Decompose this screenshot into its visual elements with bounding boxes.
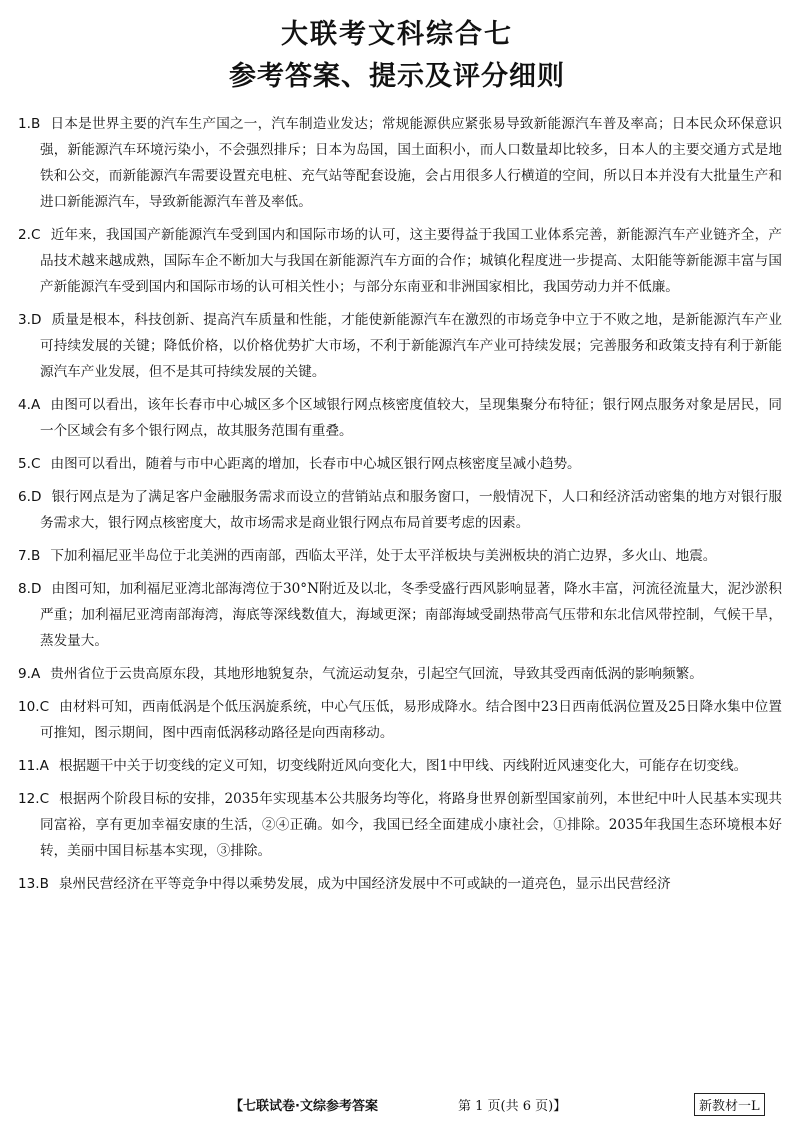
answer-letter: D <box>30 581 42 597</box>
question-number: 10. <box>18 699 40 715</box>
answer-explanation: 近年来，我国国产新能源汽车受到国内和国际市场的认可，这主要得益于我国工业体系完善，新能源汽车产业链齐全，产品技术越来越成熟，国际车企不断加大与我国在新能源汽车方面的合作；城镇化程度进一步提高、太阳能等新能源丰富与国产新能源汽车受到国内和国际市场的认可相关性小；与部分东南亚和非洲国家相比，我国劳动力并不低廉。 <box>40 227 782 295</box>
answer-explanation: 由图可知，加利福尼亚湾北部海湾位于30°N附近及以北，冬季受盛行西风影响显著，降水丰富，河流径流量大，泥沙淤积严重；加利福尼亚湾南部海湾，海底等深线数值大，海域更深；南部海域受副热带高气压带和东北信风带控制，气候干旱，蒸发量大。 <box>40 581 782 649</box>
answer-letter: B <box>39 876 49 892</box>
question-number: 11. <box>18 758 40 774</box>
answer-letter: C <box>39 791 50 807</box>
answer-letter: B <box>30 116 41 132</box>
question-number: 12. <box>18 791 40 807</box>
question-number: 2. <box>18 227 31 243</box>
question-number: 5. <box>18 456 31 472</box>
answer-explanation: 根据题干中关于切变线的定义可知，切变线附近风向变化大，图1中甲线、丙线附近风速变化大，可能存在切变线。 <box>58 758 748 774</box>
answer-explanation: 根据两个阶段目标的安排，2035年实现基本公共服务均等化，将路身世界创新型国家前列，本世纪中叶人民基本实现共同富裕，享有更加幸福安康的生活，②④正确。如今，我国已经全面建成小康社会，①排除。2035年我国生态环境根本好转，美丽中国目标基本实现，③排除。 <box>40 791 782 859</box>
answer-explanation: 银行网点是为了满足客户金融服务需求而设立的营销站点和服务窗口，一般情况下，人口和经济活动密集的地方对银行服务需求大，银行网点核密度大，故市场需求是商业银行网点布局首要考虑的因素。 <box>40 489 782 531</box>
answer-letter: A <box>30 666 41 682</box>
answer-explanation: 贵州省位于云贵高原东段，其地形地貌复杂，气流运动复杂，引起空气回流，导致其受西南低涡的影响频繁。 <box>50 666 703 682</box>
answer-item <box>18 786 782 864</box>
answer-letter: C <box>30 227 41 243</box>
page-footer <box>0 1093 794 1115</box>
question-number: 13. <box>18 876 40 892</box>
answer-list <box>18 111 782 904</box>
answer-item <box>18 543 782 569</box>
answer-explanation: 由图可以看出，该年长春市中心城区多个区域银行网点核密度值较大，呈现集聚分布特征；银行网点服务对象是居民，同一个区域会有多个银行网点，故其服务范围有重叠。 <box>40 397 782 439</box>
question-number: 1. <box>18 116 31 132</box>
answer-item <box>18 111 782 215</box>
answer-explanation: 由材料可知，西南低涡是个低压涡旋系统，中心气压低，易形成降水。结合图中23日西南低涡位置及25日降水集中位置可推知，图示期间，图中西南低涡移动路径是向西南移动。 <box>40 699 782 741</box>
answer-explanation: 质量是根本，科技创新、提高汽车质量和性能，才能使新能源汽车在激烈的市场竞争中立于不败之地，是新能源汽车产业可持续发展的关键；降低价格，以价格优势扩大市场，不利于新能源汽车产业可持续发展；完善服务和政策支持有利于新能源汽车产业发展，但不是其可持续发展的关键。 <box>40 312 782 380</box>
answer-item <box>18 484 782 536</box>
answer-letter: A <box>39 758 49 774</box>
edition-badge: 新教材一L <box>694 1093 765 1116</box>
answer-item <box>18 871 782 897</box>
answer-item <box>18 307 782 385</box>
answer-explanation: 下加利福尼亚半岛位于北美洲的西南部，西临太平洋，处于太平洋板块与美洲板块的消亡边界，多火山、地震。 <box>50 548 717 564</box>
answer-explanation: 由图可以看出，随着与市中心距离的增加，长春市中心城区银行网点核密度呈减小趋势。 <box>50 456 581 472</box>
answer-item <box>18 661 782 687</box>
answer-letter: C <box>39 699 50 715</box>
question-number: 3. <box>18 312 31 328</box>
document-subtitle: 参考答案、提示及评分细则 <box>229 61 565 92</box>
answer-item <box>18 753 782 779</box>
question-number: 7. <box>18 548 31 564</box>
answer-letter: C <box>30 456 41 472</box>
question-number: 8. <box>18 581 31 597</box>
question-number: 9. <box>18 666 31 682</box>
answer-letter: A <box>30 397 41 413</box>
answer-explanation: 泉州民营经济在平等竞争中得以乘势发展，成为中国经济发展中不可或缺的一道亮色，显示出民营经济 <box>58 876 671 892</box>
page-number: 第 1 页(共 6 页)】 <box>458 1099 567 1114</box>
question-number: 6. <box>18 489 31 505</box>
answer-letter: B <box>30 548 41 564</box>
answer-letter: D <box>30 489 42 505</box>
question-number: 4. <box>18 397 31 413</box>
answer-item <box>18 694 782 746</box>
answer-item <box>18 392 782 444</box>
answer-item <box>18 576 782 654</box>
answer-item <box>18 222 782 300</box>
document-title: 大联考文科综合七 <box>281 19 513 50</box>
answer-letter: D <box>30 312 42 328</box>
answer-item <box>18 451 782 477</box>
answer-explanation: 日本是世界主要的汽车生产国之一，汽车制造业发达；常规能源供应紧张易导致新能源汽车普及率高；日本民众环保意识强，新能源汽车环境污染小，不会强烈排斥；日本为岛国，国土面积小，而人口数量却比较多，日本人的主要交通方式是地铁和公交，而新能源汽车需要设置充电桩、充气站等配套设施，会占用很多人行横道的空间，所以日本并没有大批量生产和进口新能源汽车，导致新能源汽车普及率低。 <box>40 116 782 210</box>
footer-label: 【七联试卷·文综参考答案 <box>230 1099 378 1114</box>
